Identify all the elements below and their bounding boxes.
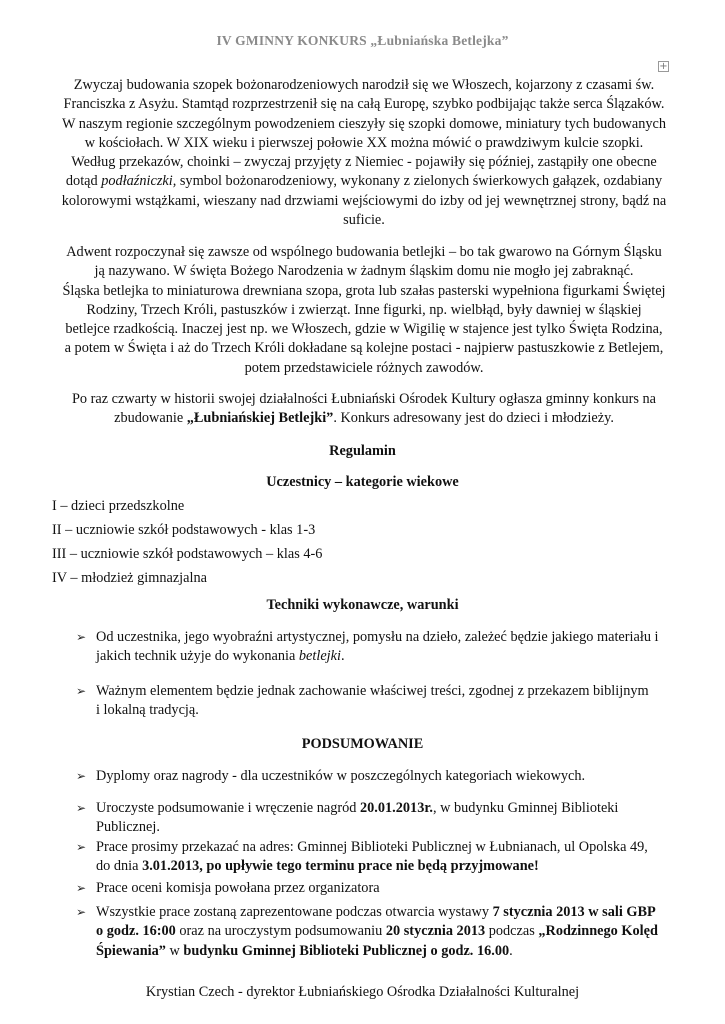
text-fragment: .	[509, 942, 513, 959]
text-line	[96, 857, 678, 876]
intro-paragraph-1	[52, 76, 676, 230]
text-line: Po raz czwarty w historii swojej działalności Łubniański Ośrodek Kultury ogłasza gminny konkurs na	[71, 391, 657, 407]
intro-paragraph-3	[52, 390, 676, 429]
document-header: IV GMINNY KONKURS „Łubniańska Betlejka”	[216, 33, 509, 48]
event-location: budynku Gminnej Biblioteki Publicznej o godz. 16.00	[183, 942, 510, 959]
summary-date: 20 stycznia 2013	[385, 923, 486, 940]
text-line	[96, 922, 678, 941]
text-line: potem przedstawiciele różnych zawodów.	[244, 359, 484, 376]
text-fragment: .	[340, 648, 345, 665]
category-item: II – uczniowie szkół podstawowych - klas 1-3	[52, 522, 316, 538]
text-line: Adwent rozpoczynał się zawsze od wspólnego budowania betlejki – bo tak gwarowo na Górnym Śląsku	[66, 244, 662, 260]
emphasis-podlazniczki: podłaźniczki,	[101, 173, 177, 190]
text-line	[96, 799, 678, 818]
text-line: betlejce rzadkością. Inaczej jest np. we Włoszech, gdzie w Wigilię w stajence jest tylko Święta Rodzina,	[65, 321, 663, 338]
signature: Krystian Czech - dyrektor Łubniańskiego Ośrodka Działalności Kulturalnej	[145, 984, 580, 1000]
intro-paragraph-2	[52, 243, 676, 378]
text-line: i lokalną tradycją.	[96, 702, 199, 719]
text-fragment: . Konkurs adresowany jest do dzieci i młodzieży.	[333, 410, 614, 427]
text-fragment: dotąd	[65, 173, 102, 190]
summary-heading: PODSUMOWANIE	[301, 736, 424, 752]
category-item: III – uczniowie szkół podstawowych – klas 4-6	[52, 546, 323, 562]
arrowhead-bullet-icon: ➢	[76, 881, 87, 895]
arrowhead-bullet-icon: ➢	[76, 905, 87, 919]
techniques-heading: Techniki wykonawcze, warunki	[266, 597, 459, 613]
text-line: w kościołach. W XIX wieku i pierwszej połowie XX można mówić o prawdziwym kulcie szopki.	[84, 134, 644, 151]
text-line: ją nazywano. W święta Bożego Narodzenia w żadnym śląskim domu nie mogło jej zabraknąć.	[94, 263, 634, 280]
arrowhead-bullet-icon: ➢	[76, 630, 87, 644]
contest-name: „Łubniańskiej Betlejki”	[186, 410, 334, 427]
text-fragment: , w budynku Gminnej Biblioteki	[432, 800, 619, 816]
text-line: Według przekazów, choinki – zwyczaj przyjęty z Niemiec - pojawiły się później, zastąpiły one obecne	[71, 154, 657, 171]
text-fragment: w	[165, 942, 184, 959]
text-line: Prace oceni komisja powołana przez organizatora	[96, 880, 380, 896]
text-fragment: oraz na uroczystym podsumowaniu	[175, 923, 386, 940]
text-fragment: symbol bożonarodzeniowy, wykonany z zielonych świerkowych gałązek, ozdabiany	[176, 173, 663, 190]
category-item: I – dzieci przedszkolne	[52, 498, 185, 514]
text-fragment: do dnia	[96, 858, 143, 875]
expand-plus-icon[interactable]: +	[659, 61, 668, 72]
text-line: Franciszka z Asyżu. Stamtąd rozprzestrzenił się na całą Europę, szybko podbijając także serca Ślązaków.	[63, 96, 665, 113]
exhibition-date: 7 stycznia 2013 w sali GBP	[492, 904, 656, 920]
text-line: Prace prosimy przekazać na adres: Gminnej Biblioteki Publicznej w Łubnianach, ul Opolska 49,	[96, 839, 648, 855]
emphasis-betlejki: betlejki	[298, 648, 341, 665]
text-line	[96, 647, 678, 666]
regulamin-heading: Regulamin	[329, 443, 396, 459]
text-line: Publicznej.	[96, 819, 160, 836]
deadline-notice: 3.01.2013, po upływie tego terminu prace nie będą przyjmowane!	[142, 858, 539, 875]
text-fragment: Uroczyste podsumowanie i wręczenie nagród	[96, 800, 360, 816]
text-line: Dyplomy oraz nagrody - dla uczestników w poszczególnych kategoriach wiekowych.	[96, 768, 586, 784]
event-name: „Rodzinnego Kolęd	[538, 923, 658, 940]
participants-heading: Uczestnicy – kategorie wiekowe	[266, 474, 459, 490]
text-line: a potem w Święta i aż do Trzech Króli dokładane są kolejne postaci - najpierw pastuszkowie z Betlejem,	[64, 340, 664, 357]
text-line: Od uczestnika, jego wyobraźni artystycznej, pomysłu na dzieło, zależeć będzie jakiego materiału i	[96, 629, 659, 645]
text-line	[52, 172, 676, 191]
text-line: Zwyczaj budowania szopek bożonarodzeniowych narodził się we Włoszech, kojarzony z czasami św.	[73, 77, 655, 93]
arrowhead-bullet-icon: ➢	[76, 684, 87, 698]
text-line: suficie.	[343, 212, 385, 229]
category-item: IV – młodzież gimnazjalna	[52, 570, 207, 586]
event-name-cont: Śpiewania”	[96, 942, 166, 959]
text-line: Rodziny, Trzech Króli, pastuszków i zwierząt. Inne figurki, np. wielbłąd, były dawniej w śląskiej	[86, 301, 642, 318]
ceremony-date: 20.01.2013r.	[360, 800, 433, 816]
text-fragment: podczas	[485, 923, 539, 940]
arrowhead-bullet-icon: ➢	[76, 769, 87, 783]
text-line: W naszym regionie szczególnym powodzeniem cieszyły się szopki domowe, miniatury tych budowanych	[61, 115, 666, 132]
text-fragment: Wszystkie prace zostaną zaprezentowane podczas otwarcia wystawy	[96, 904, 493, 920]
text-fragment: zbudowanie	[114, 410, 187, 427]
text-line	[96, 903, 678, 922]
text-line: Śląska betlejka to miniaturowa drewniana szopa, grota lub szałas pasterski wypełniona figurkami Świętej	[62, 282, 666, 299]
text-line	[96, 942, 678, 961]
arrowhead-bullet-icon: ➢	[76, 840, 87, 854]
text-line	[52, 409, 676, 428]
arrowhead-bullet-icon: ➢	[76, 801, 87, 815]
exhibition-time: o godz. 16:00	[96, 923, 176, 940]
text-fragment: jakich technik użyje do wykonania	[96, 648, 299, 665]
text-line: Ważnym elementem będzie jednak zachowanie właściwej treści, zgodnej z przekazem biblijnym	[96, 683, 649, 699]
text-line: kolorowymi wstążkami, wieszany nad drzwiami wejściowymi do izby od jej wewnętrznej strony, bądź na	[61, 192, 667, 209]
